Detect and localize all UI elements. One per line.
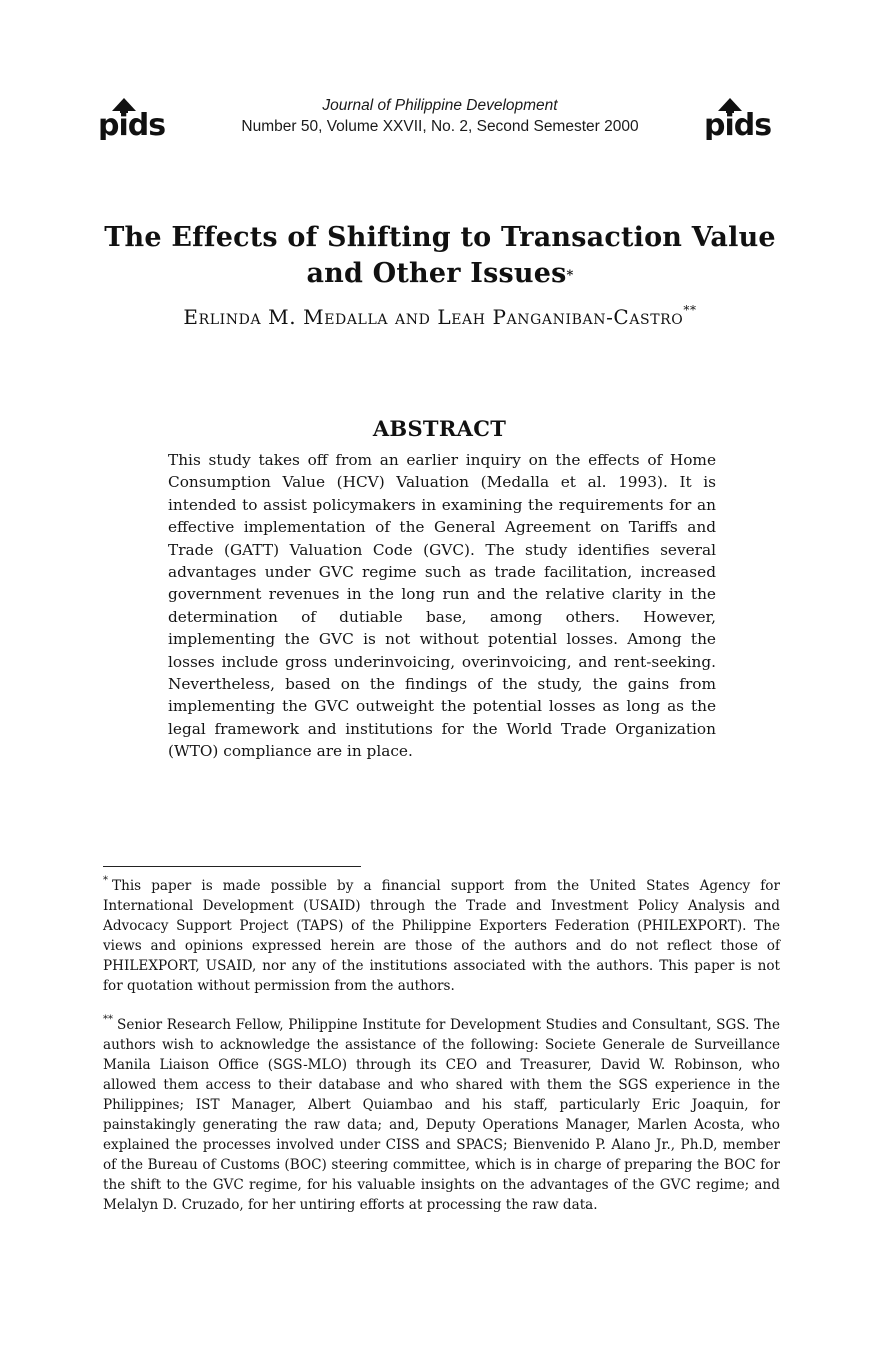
footnote-2-text: Senior Research Fellow, Philippine Institute for Development Studies and Consultant, SGS. The authors wish to acknowledge the assistance of the following: Societe Generale de Surveillance Manila Liaison Office (SGS-MLO) through its CEO and Treasurer, David W. Robinson, who allowed them access to their database and who shared with them the SGS experience in the Philippines; IST Manager, Albert Quiambao and his staff, particularly Eric Joaquin, for painstakingly generating the raw data; and, Deputy Operations Manager, Marlen Acosta, who explained the processes involved under CISS and SPACS; Bienvenido P. Alano Jr., Ph.D, member of the Bureau of Customs (BOC) steering committee, which is in charge of preparing the BOC for the shift to the GVC regime, for his valuable insights on the advantages of the GVC regime; and Melalyn D. Cruzado, for her untiring efforts at processing the raw data. [103, 1017, 780, 1213]
logo-lettering: pids [704, 108, 772, 140]
title-line-1: The Effects of Shifting to Transaction Value [104, 222, 776, 253]
footnote-1-mark: * [103, 875, 108, 886]
footnote-2 [103, 1015, 780, 1215]
footnote-1 [103, 876, 780, 996]
authors-text: Erlinda M. Medalla and Leah Panganiban-Castro [183, 305, 684, 329]
footnote-1-text: This paper is made possible by a financial support from the United States Agency for International Development (USAID) through the Trade and Investment Policy Analysis and Advocacy Support Project (TAPS) of the Philippine Exporters Federation (PHILEXPORT). The views and opinions expressed herein are those of the authors and do not reflect those of PHILEXPORT, USAID, nor any of the institutions associated with the authors. This paper is not for quotation without permission from the authors. [103, 878, 780, 994]
abstract-heading: ABSTRACT [372, 416, 507, 441]
pids-logo-left [98, 96, 174, 140]
article-authors [60, 305, 820, 329]
abstract-body: This study takes off from an earlier inquiry on the effects of Home Consumption Value (HCV) Valuation (Medalla et al. 1993). It is intended to assist policymakers in examining the requirements for an effective implementation of the General Agreement on Tariffs and Trade (GATT) Valuation Code (GVC). The study identifies several advantages under GVC regime such as trade facilitation, increased government revenues in the long run and the relative clarity in the determination of dutiable base, among others. However, implementing the GVC is not without potential losses. Among the losses include gross underinvoicing, overinvoicing, and rent-seeking. Nevertheless, based on the findings of the study, the gains from implementing the GVC outweight the potential losses as long as the legal framework and institutions for the World Trade Organization (WTO) compliance are in place. [168, 451, 716, 761]
title-footnote-mark: * [566, 268, 574, 283]
article-title [60, 220, 820, 292]
journal-name: Journal of Philippine Development [322, 97, 558, 114]
logo-lettering: pids [98, 108, 166, 140]
title-line-2 [60, 256, 820, 292]
footnote-2-mark: ** [103, 1014, 113, 1025]
journal-issue: Number 50, Volume XXVII, No. 2, Second Semester 2000 [241, 118, 639, 135]
authors-footnote-mark: ** [683, 303, 697, 317]
footnote-divider [103, 866, 361, 867]
journal-header [200, 95, 680, 137]
title-line-2-text: and Other Issues [306, 258, 567, 289]
pids-logo-right [704, 96, 780, 140]
